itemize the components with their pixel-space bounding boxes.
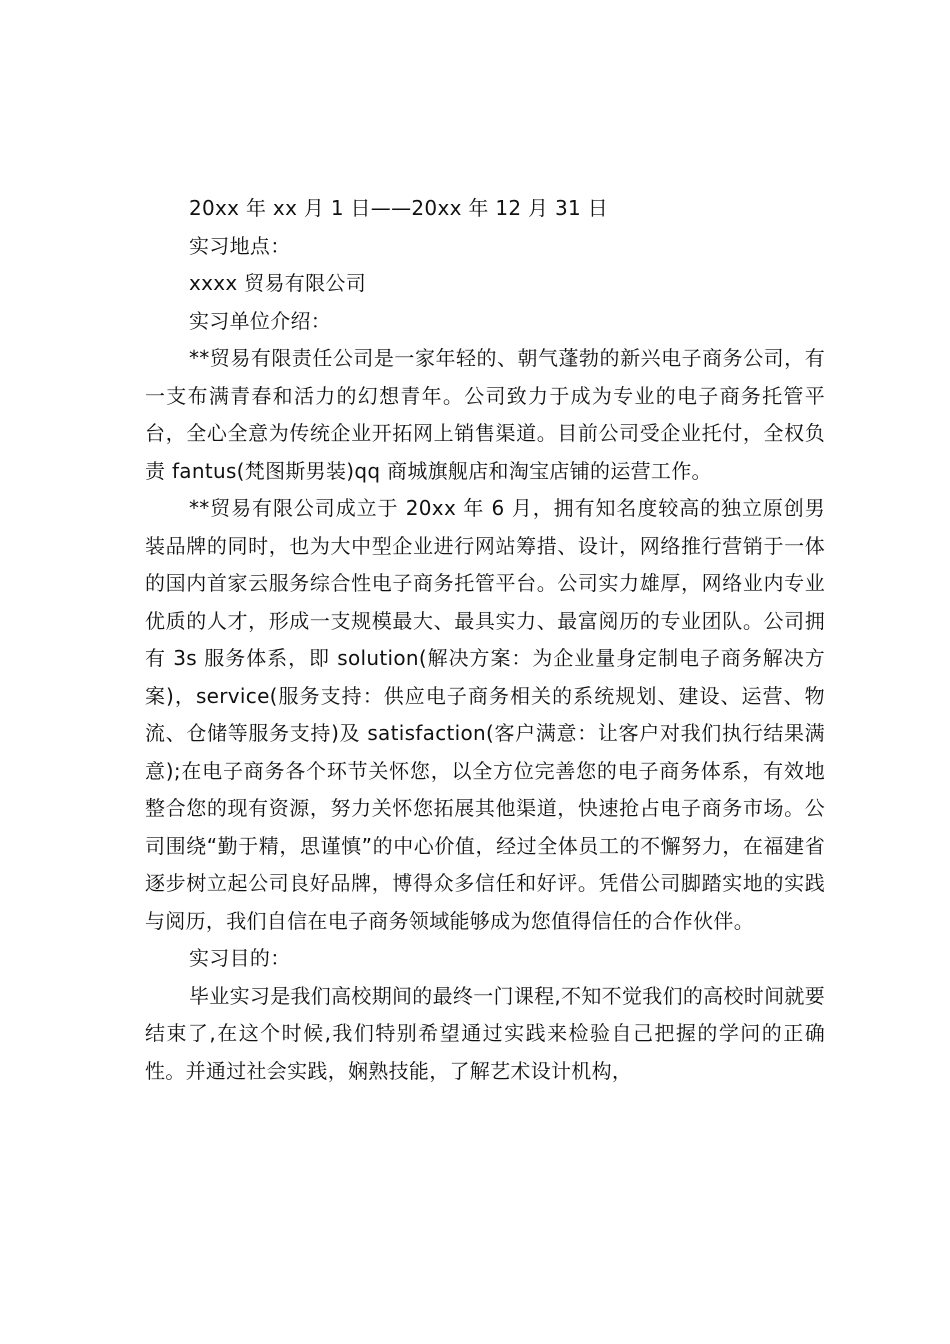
location-value: xxxx 贸易有限公司 bbox=[189, 271, 367, 295]
location-heading: 实习地点： bbox=[189, 233, 291, 258]
purpose-heading: 实习目的： bbox=[189, 946, 291, 970]
purpose-paragraph: 毕业实习是我们高校期间的最终一门课程,不知不觉我们的高校时间就要结束了,在这个时候,我们特别希望通过实践来检验自己把握的学问的正确性。并通过社会实践，娴熟技能，了解艺术设计机构， bbox=[145, 983, 825, 1083]
internship-date-range: 20xx 年 xx 月 1 日——20xx 年 12 月 31 日 bbox=[189, 196, 609, 220]
unit-intro-heading: 实习单位介绍： bbox=[189, 308, 332, 333]
company-profile-paragraph: **贸易有限公司成立于 20xx 年 6 月，拥有知名度较高的独立原创男装品牌的同时，也为大中型企业进行网站筹措、设计，网络推行营销于一体的国内首家云服务综合性电子商务托管平台。公司实力雄厚，网络业内专业优质的人才，形成一支规模最大、最具实力、最富阅历的专业团队。公司拥有 3s 服务体系，即 solution(解决方案：为企业量身定制电子商务解决方案)，service(服务支持：供应电子商务相关的系统规划、建设、运营、物流、仓储等服务支持)及 satisfaction(客户满意：让客户对我们执行结果满意);在电子商务各个环节关怀您，以全方位完善您的电子商务体系，有效地整合您的现有资源，努力关怀您拓展其他渠道，快速抢占电子商务市场。公司围绕“勤于精，思谨慎”的中心价值，经过全体员工的不懈努力，在福建省逐步树立起公司良好品牌，博得众多信任和好评。凭借公司脚踏实地的实践与阅历，我们自信在电子商务领域能够成为您值得信任的合作伙伴。 bbox=[145, 496, 825, 933]
company-intro-paragraph: **贸易有限责任公司是一家年轻的、朝气蓬勃的新兴电子商务公司，有一支布满青春和活力的幻想青年。公司致力于成为专业的电子商务托管平台，全心全意为传统企业开拓网上销售渠道。目前公司受企业托付，全权负责 fantus(梵图斯男装)qq 商城旗舰店和淘宝店铺的运营工作。 bbox=[145, 346, 825, 483]
document-body bbox=[145, 190, 825, 1090]
